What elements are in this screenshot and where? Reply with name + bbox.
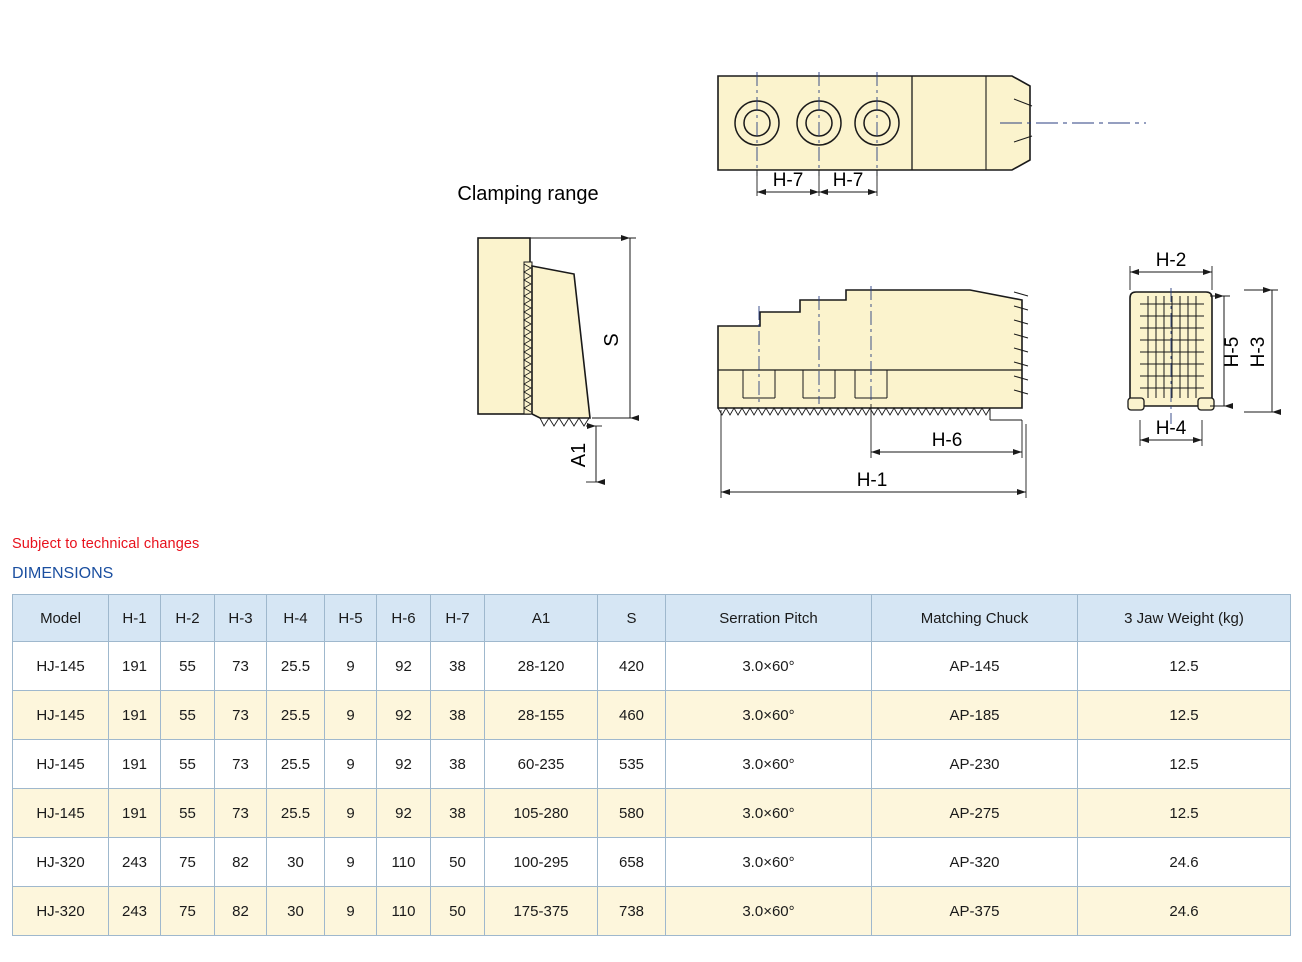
- cell-h7: 38: [431, 740, 485, 789]
- cell-h1: 243: [109, 887, 161, 936]
- label-h3: H-3: [1248, 336, 1269, 368]
- column-header-serration-pitch: Serration Pitch: [666, 595, 872, 642]
- cell-h2: 55: [161, 789, 215, 838]
- cell-h3: 73: [215, 691, 267, 740]
- cell-h1: 191: [109, 789, 161, 838]
- cell-model: HJ-145: [13, 691, 109, 740]
- cell-s: 460: [598, 691, 666, 740]
- table-header-row: [13, 595, 1291, 642]
- cell-h5: 9: [325, 789, 377, 838]
- column-header-h7: H-7: [431, 595, 485, 642]
- cell-serration-pitch: 3.0×60°: [666, 740, 872, 789]
- cell-model: HJ-145: [13, 642, 109, 691]
- table-row: [13, 740, 1291, 789]
- label-s: S: [601, 333, 623, 347]
- cell-model: HJ-145: [13, 789, 109, 838]
- cell-matching-chuck: AP-375: [872, 887, 1078, 936]
- table-row: [13, 691, 1291, 740]
- cell-h4: 25.5: [267, 691, 325, 740]
- cell-h2: 55: [161, 642, 215, 691]
- table-row: [13, 887, 1291, 936]
- cell-h7: 50: [431, 838, 485, 887]
- cell-matching-chuck: AP-185: [872, 691, 1078, 740]
- cell-h6: 92: [377, 642, 431, 691]
- cell-model: HJ-320: [13, 838, 109, 887]
- cell-h2: 55: [161, 740, 215, 789]
- cell-s: 535: [598, 740, 666, 789]
- dimensions-table: [12, 594, 1291, 936]
- cell-h6: 92: [377, 691, 431, 740]
- cell-h3: 73: [215, 642, 267, 691]
- top-view: [718, 72, 1146, 196]
- clamping-range-view: [457, 183, 636, 482]
- label-h5: H-5: [1222, 336, 1243, 368]
- cell-h1: 191: [109, 691, 161, 740]
- cell-jaw-weight: 24.6: [1078, 887, 1291, 936]
- cell-serration-pitch: 3.0×60°: [666, 691, 872, 740]
- front-view: [1128, 250, 1278, 446]
- column-header-h6: H-6: [377, 595, 431, 642]
- cell-h5: 9: [325, 740, 377, 789]
- cell-h6: 92: [377, 740, 431, 789]
- cell-jaw-weight: 12.5: [1078, 642, 1291, 691]
- table-row: [13, 789, 1291, 838]
- cell-a1: 60-235: [485, 740, 598, 789]
- column-header-h1: H-1: [109, 595, 161, 642]
- technical-changes-notice: Subject to technical changes: [12, 536, 200, 552]
- label-h7-left: H-7: [772, 170, 804, 191]
- cell-matching-chuck: AP-320: [872, 838, 1078, 887]
- cell-serration-pitch: 3.0×60°: [666, 887, 872, 936]
- cell-matching-chuck: AP-145: [872, 642, 1078, 691]
- label-h7-right: H-7: [832, 170, 864, 191]
- cell-serration-pitch: 3.0×60°: [666, 642, 872, 691]
- cell-h5: 9: [325, 887, 377, 936]
- cell-model: HJ-320: [13, 887, 109, 936]
- table-row: [13, 642, 1291, 691]
- cell-a1: 28-120: [485, 642, 598, 691]
- cell-h3: 73: [215, 789, 267, 838]
- cell-serration-pitch: 3.0×60°: [666, 838, 872, 887]
- cell-a1: 28-155: [485, 691, 598, 740]
- cell-h1: 243: [109, 838, 161, 887]
- cell-h7: 50: [431, 887, 485, 936]
- cell-h2: 75: [161, 887, 215, 936]
- cell-s: 658: [598, 838, 666, 887]
- side-view: [718, 286, 1028, 498]
- cell-jaw-weight: 12.5: [1078, 789, 1291, 838]
- cell-a1: 175-375: [485, 887, 598, 936]
- label-a1: A1: [568, 442, 590, 468]
- table-row: [13, 838, 1291, 887]
- column-header-h2: H-2: [161, 595, 215, 642]
- label-h1: H-1: [856, 470, 888, 491]
- label-h4: H-4: [1155, 418, 1187, 439]
- column-header-h4: H-4: [267, 595, 325, 642]
- cell-h7: 38: [431, 789, 485, 838]
- cell-h6: 110: [377, 838, 431, 887]
- cell-model: HJ-145: [13, 740, 109, 789]
- cell-a1: 105-280: [485, 789, 598, 838]
- cell-h4: 25.5: [267, 789, 325, 838]
- cell-h6: 110: [377, 887, 431, 936]
- cell-h6: 92: [377, 789, 431, 838]
- cell-serration-pitch: 3.0×60°: [666, 789, 872, 838]
- column-header-jaw-weight: 3 Jaw Weight (kg): [1078, 595, 1291, 642]
- cell-h1: 191: [109, 642, 161, 691]
- column-header-h3: H-3: [215, 595, 267, 642]
- dimensions-table-wrap: [12, 594, 1290, 936]
- label-h2: H-2: [1155, 250, 1187, 271]
- dimensions-title: DIMENSIONS: [12, 565, 114, 582]
- column-header-a1: A1: [485, 595, 598, 642]
- cell-s: 738: [598, 887, 666, 936]
- label-clamping-range: Clamping range: [457, 183, 599, 205]
- cell-h3: 82: [215, 887, 267, 936]
- cell-h7: 38: [431, 642, 485, 691]
- column-header-s: S: [598, 595, 666, 642]
- cell-h1: 191: [109, 740, 161, 789]
- cell-h2: 55: [161, 691, 215, 740]
- cell-a1: 100-295: [485, 838, 598, 887]
- cell-matching-chuck: AP-230: [872, 740, 1078, 789]
- cell-jaw-weight: 12.5: [1078, 691, 1291, 740]
- cell-h5: 9: [325, 691, 377, 740]
- label-h6: H-6: [931, 430, 963, 451]
- cell-jaw-weight: 12.5: [1078, 740, 1291, 789]
- cell-jaw-weight: 24.6: [1078, 838, 1291, 887]
- cell-h4: 25.5: [267, 642, 325, 691]
- cell-h5: 9: [325, 838, 377, 887]
- cell-h7: 38: [431, 691, 485, 740]
- column-header-h5: H-5: [325, 595, 377, 642]
- cell-matching-chuck: AP-275: [872, 789, 1078, 838]
- cell-s: 580: [598, 789, 666, 838]
- cell-h3: 73: [215, 740, 267, 789]
- cell-h3: 82: [215, 838, 267, 887]
- cell-s: 420: [598, 642, 666, 691]
- column-header-model: Model: [13, 595, 109, 642]
- column-header-matching-chuck: Matching Chuck: [872, 595, 1078, 642]
- cell-h2: 75: [161, 838, 215, 887]
- cell-h5: 9: [325, 642, 377, 691]
- cell-h4: 30: [267, 887, 325, 936]
- cell-h4: 25.5: [267, 740, 325, 789]
- cell-h4: 30: [267, 838, 325, 887]
